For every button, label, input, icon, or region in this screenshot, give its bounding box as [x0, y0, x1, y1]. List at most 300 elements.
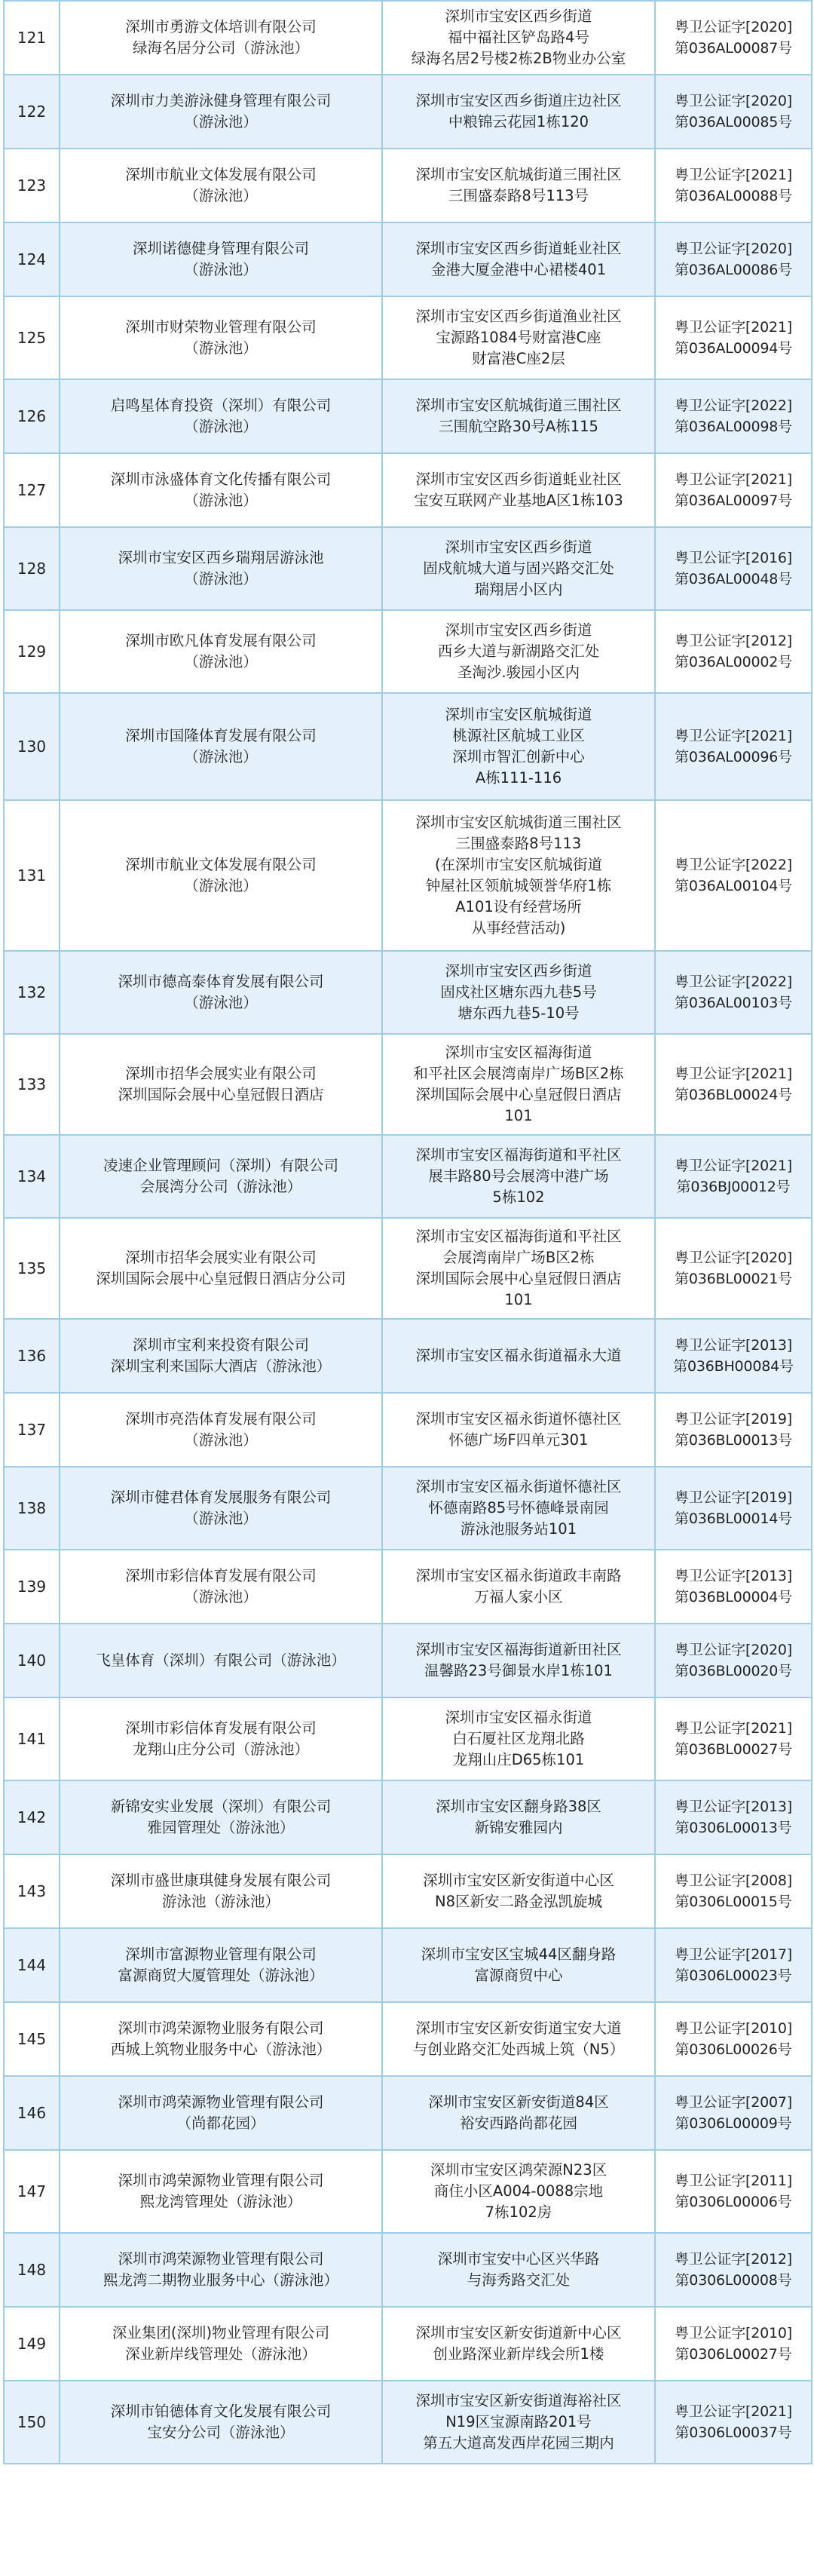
venue-name-cell	[60, 1393, 382, 1467]
venue-name-cell	[60, 1780, 382, 1854]
address-line: 商住小区A004-0088宗地	[433, 2182, 604, 2200]
address-line: 深圳市宝安区宝城44区翻身路	[421, 1946, 617, 1963]
license-number-cell	[655, 2002, 812, 2076]
name-line: 深圳市鸿荣源物业服务有限公司	[118, 2019, 324, 2037]
license-number-cell	[655, 2233, 812, 2307]
license-line: 第036BJ00012号	[676, 1179, 791, 1195]
name-line: 深圳国际会展中心皇冠假日酒店	[118, 1086, 324, 1103]
venue-address-cell	[382, 1, 655, 75]
address-line: 7栋102房	[485, 2203, 552, 2221]
address-line: 创业路深业新岸线会所1楼	[433, 2345, 604, 2363]
address-line: 深圳市宝安区航城街道三围社区	[415, 397, 622, 414]
license-line: 粤卫公证字[2021]	[675, 1158, 792, 1174]
address-line: 福中福社区铲岛路4号	[448, 29, 589, 46]
address-line: 深圳市智汇创新中心	[452, 748, 585, 765]
venue-name-cell	[60, 222, 382, 296]
name-line: 深圳市航业文体发展有限公司	[125, 166, 317, 183]
name-line: 飞皇体育（深圳）有限公司（游泳池）	[96, 1651, 346, 1669]
name-line: 深圳诺德健身管理有限公司	[132, 240, 309, 257]
row-number: 132	[4, 951, 60, 1034]
address-line: 101	[504, 1107, 533, 1124]
venue-address-cell	[382, 1854, 655, 1928]
table-row	[4, 800, 812, 951]
row-number: 145	[4, 2002, 60, 2076]
table-row	[4, 2233, 812, 2307]
venue-address-cell	[382, 1319, 655, 1393]
row-number: 135	[4, 1218, 60, 1319]
license-number-cell	[655, 453, 812, 527]
table-row	[4, 1393, 812, 1467]
table-row	[4, 610, 812, 693]
name-line: 深圳市勇游文体培训有限公司	[125, 18, 317, 35]
venue-name-cell	[60, 951, 382, 1034]
venue-address-cell	[382, 1550, 655, 1624]
name-line: 深圳市德高泰体育发展有限公司	[118, 973, 324, 990]
license-number-cell	[655, 75, 812, 149]
name-line: 深圳宝利来国际大酒店（游泳池）	[110, 1357, 332, 1375]
name-line: （游泳池）	[184, 187, 258, 204]
table-row	[4, 1, 812, 75]
name-line: 深圳市宝利来投资有限公司	[132, 1336, 309, 1354]
license-line: 第036BL00021号	[675, 1271, 792, 1287]
address-line: 怀德广场F四单元301	[448, 1431, 589, 1449]
venue-address-cell	[382, 1928, 655, 2002]
address-line: 万福人家小区	[474, 1588, 563, 1605]
name-line: 新锦安实业发展（深圳）有限公司	[110, 1798, 332, 1815]
address-line: 金港大厦金港中心裙楼401	[430, 261, 607, 278]
license-number-cell	[655, 1467, 812, 1550]
venue-address-cell	[382, 296, 655, 379]
row-number: 131	[4, 800, 60, 951]
name-line: 深圳市彩信体育发展有限公司	[125, 1719, 317, 1737]
address-line: 游泳池服务站101	[460, 1520, 577, 1538]
license-line: 第0306L00023号	[675, 1967, 792, 1984]
table-row	[4, 527, 812, 610]
row-number: 123	[4, 149, 60, 222]
name-line: 绿海名居分公司（游泳池）	[132, 39, 309, 57]
row-number: 147	[4, 2150, 60, 2233]
table-row	[4, 296, 812, 379]
license-line: 粤卫公证字[2021]	[675, 167, 792, 183]
venue-address-cell	[382, 1624, 655, 1697]
venue-address-cell	[382, 2076, 655, 2150]
license-line: 第036BL00024号	[675, 1087, 792, 1103]
venue-license-table	[3, 0, 812, 2464]
address-line: 深圳市宝安区航城街道三围社区	[415, 814, 622, 831]
address-line: 三围盛泰路8号113	[455, 835, 582, 852]
name-line: 深圳市健君体育发展服务有限公司	[110, 1489, 332, 1506]
row-number: 129	[4, 610, 60, 693]
venue-address-cell	[382, 1218, 655, 1319]
name-line: （游泳池）	[184, 653, 258, 670]
license-line: 粤卫公证字[2013]	[675, 1568, 792, 1584]
license-number-cell	[655, 1135, 812, 1218]
address-line: 深圳市宝安区西乡街道庄边社区	[415, 92, 622, 109]
row-number: 126	[4, 379, 60, 453]
address-line: 宝安互联网产业基地A区1栋103	[414, 492, 623, 509]
address-line: 瑞翔居小区内	[474, 581, 563, 598]
address-line: 深圳市宝安区翻身路38区	[436, 1798, 601, 1815]
venue-name-cell	[60, 800, 382, 951]
venue-name-cell	[60, 296, 382, 379]
address-line: 深圳市宝安中心区兴华路	[437, 2250, 600, 2268]
address-line: 深圳市宝安区新安街道84区	[428, 2093, 609, 2111]
venue-name-cell	[60, 1034, 382, 1135]
venue-address-cell	[382, 1780, 655, 1854]
license-number-cell	[655, 2307, 812, 2381]
venue-address-cell	[382, 453, 655, 527]
license-number-cell	[655, 1034, 812, 1135]
name-line: （游泳池）	[184, 877, 258, 894]
venue-address-cell	[382, 2307, 655, 2381]
address-line: 深圳市宝安区西乡街道	[445, 538, 592, 556]
venue-address-cell	[382, 222, 655, 296]
license-line: 第0306L00015号	[675, 1894, 792, 1910]
address-line: 和平社区会展湾南岸广场B区2栋	[413, 1065, 624, 1082]
venue-name-cell	[60, 693, 382, 800]
row-number: 124	[4, 222, 60, 296]
venue-address-cell	[382, 149, 655, 222]
venue-address-cell	[382, 75, 655, 149]
venue-name-cell	[60, 1467, 382, 1550]
license-line: 粤卫公证字[2008]	[675, 1872, 792, 1889]
venue-name-cell	[60, 379, 382, 453]
address-line: 会展湾南岸广场B区2栋	[442, 1249, 595, 1266]
license-line: 粤卫公证字[2021]	[675, 1066, 792, 1082]
address-line: 展丰路80号会展湾中港广场	[428, 1167, 609, 1185]
venue-address-cell	[382, 951, 655, 1034]
license-line: 粤卫公证字[2010]	[675, 2325, 792, 2341]
name-line: （游泳池）	[184, 492, 258, 509]
license-number-cell	[655, 296, 812, 379]
license-line: 第0306L00008号	[675, 2272, 792, 2289]
address-line: 深圳市宝安区西乡街道蚝业社区	[415, 240, 622, 257]
license-line: 粤卫公证字[2016]	[675, 550, 792, 566]
venue-name-cell	[60, 610, 382, 693]
license-line: 第0306L00009号	[675, 2115, 792, 2132]
row-number: 148	[4, 2233, 60, 2307]
license-line: 第036AL00088号	[675, 188, 792, 204]
name-line: 启鸣星体育投资（深圳）有限公司	[110, 397, 332, 414]
address-line: 与海秀路交汇处	[467, 2271, 571, 2289]
license-line: 粤卫公证字[2022]	[675, 974, 792, 990]
row-number: 137	[4, 1393, 60, 1467]
name-line: 龙翔山庄分公司（游泳池）	[132, 1740, 309, 1758]
address-line: 三围航空路30号A栋115	[439, 418, 598, 435]
venue-name-cell	[60, 453, 382, 527]
venue-name-cell	[60, 1550, 382, 1624]
venue-name-cell	[60, 2150, 382, 2233]
table-row	[4, 2381, 812, 2464]
name-line: （游泳池）	[184, 1431, 258, 1449]
name-line: 深圳市鸿荣源物业管理有限公司	[118, 2250, 324, 2268]
table-row	[4, 1467, 812, 1550]
venue-name-cell	[60, 1928, 382, 2002]
address-line: 龙翔山庄D65栋101	[452, 1751, 585, 1768]
name-line: 深圳市航业文体发展有限公司	[125, 856, 317, 873]
row-number: 141	[4, 1697, 60, 1780]
name-line: 深圳市富源物业管理有限公司	[125, 1946, 317, 1963]
license-line: 第0306L00027号	[675, 2346, 792, 2363]
license-number-cell	[655, 1, 812, 75]
address-line: 固戍航城大道与固兴路交汇处	[423, 560, 614, 577]
license-number-cell	[655, 149, 812, 222]
row-number: 138	[4, 1467, 60, 1550]
name-line: （游泳池）	[184, 1588, 258, 1605]
name-line: 深圳国际会展中心皇冠假日酒店分公司	[96, 1270, 346, 1287]
address-line: N8区新安二路金泓凯旋城	[435, 1893, 602, 1910]
address-line: 西乡大道与新湖路交汇处	[437, 642, 600, 660]
table-row	[4, 2150, 812, 2233]
license-line: 粤卫公证字[2021]	[675, 1720, 792, 1737]
address-line: 宝源路1084号财富港C座	[436, 329, 601, 346]
license-line: 粤卫公证字[2020]	[675, 19, 792, 35]
name-line: 富源商贸大厦管理处（游泳池）	[118, 1967, 324, 1984]
venue-name-cell	[60, 1854, 382, 1928]
license-number-cell	[655, 1928, 812, 2002]
address-line: 深圳市宝安区西乡街道渔业社区	[415, 308, 622, 325]
venue-name-cell	[60, 1, 382, 75]
venue-address-cell	[382, 2002, 655, 2076]
venue-address-cell	[382, 610, 655, 693]
address-line: 深圳市宝安区新安街道中心区	[423, 1872, 614, 1889]
name-line: （尚都花园）	[176, 2114, 265, 2132]
license-line: 粤卫公证字[2012]	[675, 2251, 792, 2268]
row-number: 133	[4, 1034, 60, 1135]
address-line: 桃源社区航城工业区	[452, 727, 585, 744]
license-line: 第036AL00087号	[675, 40, 792, 57]
license-line: 第036AL00094号	[675, 340, 792, 357]
license-line: 粤卫公证字[2022]	[675, 397, 792, 414]
license-line: 粤卫公证字[2010]	[675, 2020, 792, 2037]
address-line: 101	[504, 1291, 533, 1308]
table-row	[4, 75, 812, 149]
name-line: 深圳市欧凡体育发展有限公司	[125, 632, 317, 649]
name-line: 深圳市国隆体育发展有限公司	[125, 727, 317, 744]
name-line: 游泳池（游泳池）	[161, 1893, 280, 1910]
table-row	[4, 379, 812, 453]
name-line: 深圳市招华会展实业有限公司	[125, 1249, 317, 1266]
name-line: （游泳池）	[184, 748, 258, 765]
row-number: 127	[4, 453, 60, 527]
license-line: 粤卫公证字[2011]	[675, 2173, 792, 2189]
address-line: 钟屋社区领航城领誉华府1栋	[425, 877, 612, 894]
license-number-cell	[655, 800, 812, 951]
license-number-cell	[655, 2076, 812, 2150]
license-line: 第0306L00037号	[675, 2424, 792, 2441]
table-row	[4, 1319, 812, 1393]
name-line: （游泳池）	[184, 1510, 258, 1527]
venue-name-cell	[60, 2381, 382, 2464]
address-line: 深圳市宝安区福海街道	[445, 1044, 592, 1061]
address-line: 深圳市宝安区西乡街道蚝业社区	[415, 471, 622, 488]
license-line: 粤卫公证字[2013]	[675, 1799, 792, 1815]
license-line: 粤卫公证字[2017]	[675, 1946, 792, 1963]
license-number-cell	[655, 1697, 812, 1780]
row-number: 150	[4, 2381, 60, 2464]
row-number: 142	[4, 1780, 60, 1854]
license-line: 第036AL00086号	[675, 262, 792, 278]
license-line: 第0306L00006号	[675, 2194, 792, 2210]
name-line: 深业新岸线管理处（游泳池）	[125, 2345, 317, 2363]
license-line: 第0306L00026号	[675, 2041, 792, 2058]
venue-address-cell	[382, 2233, 655, 2307]
row-number: 139	[4, 1550, 60, 1624]
venue-name-cell	[60, 2002, 382, 2076]
table-row	[4, 951, 812, 1034]
venue-address-cell	[382, 693, 655, 800]
license-line: 第036BL00027号	[675, 1741, 792, 1758]
license-line: 第036AL00048号	[675, 571, 792, 587]
license-number-cell	[655, 1393, 812, 1467]
license-number-cell	[655, 693, 812, 800]
name-line: 深圳市盛世康琪健身发展有限公司	[110, 1872, 332, 1889]
venue-name-cell	[60, 1135, 382, 1218]
license-line: 粤卫公证字[2022]	[675, 857, 792, 873]
table-row	[4, 453, 812, 527]
address-line: 三围盛泰路8号113号	[448, 187, 589, 204]
venue-name-cell	[60, 1697, 382, 1780]
license-line: 粤卫公证字[2020]	[675, 241, 792, 257]
license-number-cell	[655, 1780, 812, 1854]
table-row	[4, 149, 812, 222]
name-line: 会展湾分公司（游泳池）	[139, 1178, 302, 1195]
license-line: 第036AL00097号	[675, 492, 792, 509]
venue-address-cell	[382, 800, 655, 951]
address-line: 深圳市宝安区福永街道福永大道	[415, 1347, 622, 1364]
venue-name-cell	[60, 1218, 382, 1319]
license-line: 第036BL00014号	[675, 1510, 792, 1527]
address-line: 深圳市宝安区福海街道新田社区	[415, 1641, 622, 1658]
license-line: 第036BL00013号	[675, 1432, 792, 1449]
name-line: 深圳市宝安区西乡瑞翔居游泳池	[118, 549, 324, 566]
address-line: 深圳市宝安区西乡街道	[445, 962, 592, 980]
address-line: N19区宝源南路201号	[445, 2413, 592, 2430]
name-line: 熙龙湾二期物业服务中心（游泳池）	[103, 2271, 338, 2289]
row-number: 140	[4, 1624, 60, 1697]
row-number: 144	[4, 1928, 60, 2002]
venue-address-cell	[382, 2150, 655, 2233]
address-line: 深圳市宝安区航城街道三围社区	[415, 166, 622, 183]
license-line: 粤卫公证字[2013]	[675, 1337, 792, 1354]
address-line: 深圳市宝安区鸿荣源N23区	[430, 2161, 607, 2179]
address-line: 第五大道高发西岸花园三期内	[423, 2434, 614, 2452]
table-row	[4, 1624, 812, 1697]
name-line: 深圳市招华会展实业有限公司	[125, 1065, 317, 1082]
address-line: 深圳市宝安区航城街道	[445, 706, 592, 723]
name-line: 深圳市力美游泳健身管理有限公司	[110, 92, 332, 109]
address-line: 裕安西路尚都花园	[459, 2114, 577, 2132]
venue-name-cell	[60, 75, 382, 149]
row-number: 134	[4, 1135, 60, 1218]
table-body	[4, 1, 812, 2464]
address-line: A101设有经营场所	[455, 898, 582, 915]
row-number: 149	[4, 2307, 60, 2381]
table-row	[4, 1928, 812, 2002]
license-line: 第036AL00098号	[675, 419, 792, 435]
license-line: 粤卫公证字[2021]	[675, 728, 792, 744]
name-line: （游泳池）	[184, 339, 258, 357]
venue-name-cell	[60, 1624, 382, 1697]
venue-name-cell	[60, 2076, 382, 2150]
table-row	[4, 2002, 812, 2076]
address-line: 深圳市宝安区新安街道宝安大道	[415, 2019, 622, 2037]
row-number: 128	[4, 527, 60, 610]
venue-address-cell	[382, 1135, 655, 1218]
table-row	[4, 1854, 812, 1928]
license-line: 第036AL00096号	[675, 749, 792, 765]
name-line: 深圳市彩信体育发展有限公司	[125, 1567, 317, 1584]
row-number: 146	[4, 2076, 60, 2150]
name-line: （游泳池）	[184, 113, 258, 130]
name-line: 深圳市鸿荣源物业管理有限公司	[118, 2172, 324, 2189]
address-line: 深圳市宝安区福永街道怀德社区	[415, 1478, 622, 1495]
address-line: 与创业路交汇处西城上筑（N5）	[412, 2041, 625, 2058]
name-line: 雅园管理处（游泳池）	[147, 1819, 295, 1836]
venue-address-cell	[382, 379, 655, 453]
address-line: 从事经营活动)	[471, 919, 566, 937]
license-number-cell	[655, 2150, 812, 2233]
name-line: 深圳市鸿荣源物业管理有限公司	[118, 2093, 324, 2111]
table-row	[4, 693, 812, 800]
license-line: 第036BH00084号	[673, 1358, 794, 1375]
license-number-cell	[655, 527, 812, 610]
name-line: （游泳池）	[184, 994, 258, 1011]
row-number: 121	[4, 1, 60, 75]
venue-address-cell	[382, 527, 655, 610]
license-line: 粤卫公证字[2012]	[675, 633, 792, 649]
venue-address-cell	[382, 1467, 655, 1550]
name-line: （游泳池）	[184, 261, 258, 278]
license-line: 第036AL00103号	[675, 995, 792, 1011]
address-line: 温馨路23号御景水岸1栋101	[424, 1662, 613, 1679]
license-line: 粤卫公证字[2020]	[675, 1250, 792, 1266]
table-row	[4, 1550, 812, 1624]
address-line: 富源商贸中心	[474, 1967, 563, 1984]
license-line: 粤卫公证字[2021]	[675, 2403, 792, 2420]
table-row	[4, 2307, 812, 2381]
venue-name-cell	[60, 2233, 382, 2307]
address-line: 固戍社区塘东西九巷5号	[440, 983, 597, 1001]
license-line: 第036AL00085号	[675, 114, 792, 130]
license-line: 粤卫公证字[2019]	[675, 1411, 792, 1428]
name-line: （游泳池）	[184, 570, 258, 587]
license-line: 粤卫公证字[2020]	[675, 93, 792, 109]
address-line: 圣淘沙.骏园小区内	[457, 664, 580, 681]
address-line: 深圳市宝安区西乡街道	[445, 621, 592, 639]
license-number-cell	[655, 1218, 812, 1319]
name-line: （游泳池）	[184, 418, 258, 435]
venue-name-cell	[60, 1319, 382, 1393]
license-number-cell	[655, 1624, 812, 1697]
license-line: 第0306L00013号	[675, 1820, 792, 1836]
name-line: 宝安分公司（游泳池）	[147, 2424, 295, 2441]
name-line: 西城上筑物业服务中心（游泳池）	[110, 2041, 332, 2058]
license-line: 粤卫公证字[2021]	[675, 319, 792, 336]
address-line: 深圳国际会展中心皇冠假日酒店	[415, 1086, 622, 1103]
address-line: 深圳市宝安区西乡街道	[445, 8, 592, 25]
license-line: 粤卫公证字[2019]	[675, 1489, 792, 1506]
license-number-cell	[655, 1854, 812, 1928]
address-line: 深圳市宝安区福海街道和平社区	[415, 1146, 622, 1164]
table-row	[4, 2076, 812, 2150]
license-line: 第036AL00104号	[675, 878, 792, 894]
venue-name-cell	[60, 149, 382, 222]
venue-address-cell	[382, 1697, 655, 1780]
table-row	[4, 222, 812, 296]
venue-address-cell	[382, 1393, 655, 1467]
license-number-cell	[655, 951, 812, 1034]
